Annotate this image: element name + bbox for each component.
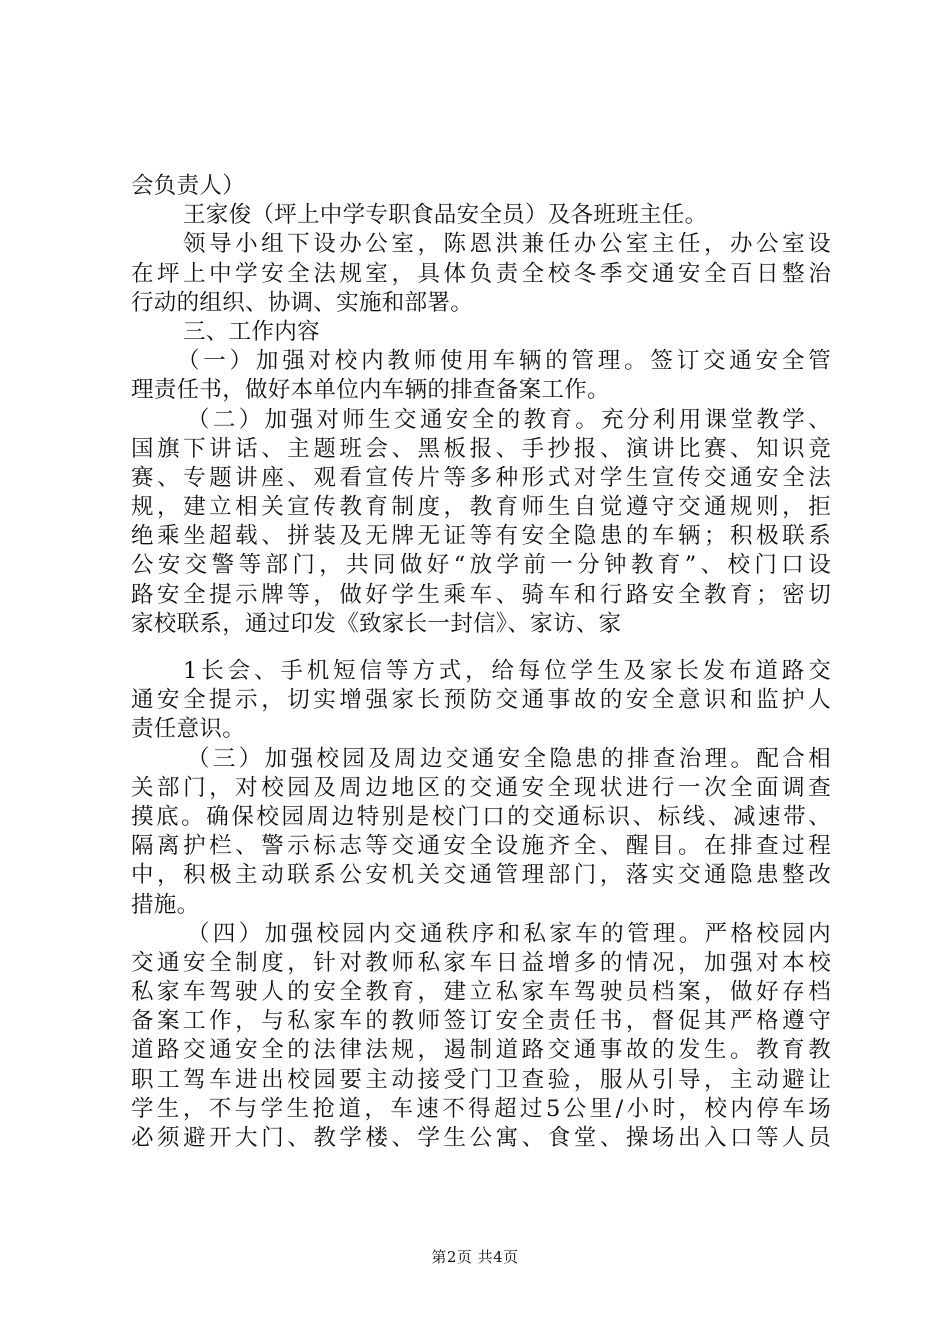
text-line: 摸底。确保校园周边特别是校门口的交通标识、标线、减速带、 bbox=[131, 803, 831, 830]
text-line: 交通安全制度，针对教师私家车日益增多的情况，加强对本校 bbox=[131, 949, 831, 976]
text-line: （一）加强对校内教师使用车辆的管理。签订交通安全管 bbox=[177, 348, 831, 375]
text-line: 必须避开大门、教学楼、学生公寓、食堂、操场出入口等人员 bbox=[131, 1125, 831, 1151]
text-line: 会负责人） bbox=[131, 173, 246, 199]
text-line: 中，积极主动联系公安机关交通管理部门，落实交通隐患整改 bbox=[131, 862, 831, 889]
document-body bbox=[131, 172, 831, 1153]
page-footer bbox=[0, 1246, 950, 1267]
text-line: 王家俊（坪上中学专职食品安全员）及各班班主任。 bbox=[183, 202, 708, 229]
text-line: 理责任书，做好本单位内车辆的排查备案工作。 bbox=[131, 377, 610, 404]
text-line: 家校联系，通过印发《致家长一封信》、家访、家 bbox=[131, 610, 622, 637]
text-line: 路安全提示牌等，做好学生乘车、骑车和行路安全教育；密切 bbox=[131, 581, 831, 608]
text-line: 在坪上中学安全法规室，具体负责全校冬季交通安全百日整治 bbox=[131, 260, 831, 287]
text-line: 关部门，对校园及周边地区的交通安全现状进行一次全面调查 bbox=[131, 774, 831, 801]
text-line: 备案工作，与私家车的教师签订安全责任书，督促其严格遵守 bbox=[131, 1008, 831, 1035]
line-gap bbox=[131, 639, 831, 657]
text-line: 绝乘坐超载、拼装及无牌无证等有安全隐患的车辆；积极联系 bbox=[131, 523, 831, 550]
text-line: 赛、专题讲座、观看宣传片等多种形式对学生宣传交通安全法 bbox=[131, 464, 831, 491]
text-line: （四）加强校园内交通秩序和私家车的管理。严格校园内 bbox=[187, 920, 831, 947]
text-line: 国旗下讲话、主题班会、黑板报、手抄报、演讲比赛、知识竞 bbox=[131, 435, 831, 462]
text-line: 1长会、手机短信等方式，给每位学生及家长发布道路交 bbox=[183, 658, 831, 684]
text-line: （三）加强校园及周边交通安全隐患的排查治理。配合相 bbox=[187, 745, 831, 772]
text-line: 公安交警等部门，共同做好“放学前一分钟教育”、校门口设 bbox=[131, 552, 831, 579]
text-line: （二）加强对师生交通安全的教育。充分利用课堂教学、 bbox=[187, 406, 831, 433]
text-line: 职工驾车进出校园要主动接受门卫查验，服从引导，主动避让 bbox=[131, 1066, 831, 1093]
text-line: 通安全提示，切实增强家长预防交通事故的安全意识和监护人 bbox=[131, 687, 831, 714]
text-line: 道路交通安全的法律法规，遏制道路交通事故的发生。教育教 bbox=[131, 1037, 831, 1064]
text-line: 私家车驾驶人的安全教育，建立私家车驾驶员档案，做好存档 bbox=[131, 979, 831, 1006]
text-line: 隔离护栏、警示标志等交通安全设施齐全、醒目。在排查过程 bbox=[131, 833, 831, 860]
text-line: 领导小组下设办公室，陈恩洪兼任办公室主任，办公室设 bbox=[183, 231, 831, 258]
text-line: 行动的组织、协调、实施和部署。 bbox=[131, 289, 474, 316]
text-line: 责任意识。 bbox=[131, 716, 246, 743]
section-heading: 三、工作内容 bbox=[183, 318, 320, 345]
text-line: 规，建立相关宣传教育制度，教育师生自觉遵守交通规则，拒 bbox=[131, 494, 831, 521]
text-line: 学生，不与学生抢道，车速不得超过5公里/小时，校内停车场 bbox=[131, 1095, 831, 1122]
page-number: 第2页 共4页 bbox=[431, 1248, 519, 1266]
text-line: 措施。 bbox=[131, 891, 200, 918]
